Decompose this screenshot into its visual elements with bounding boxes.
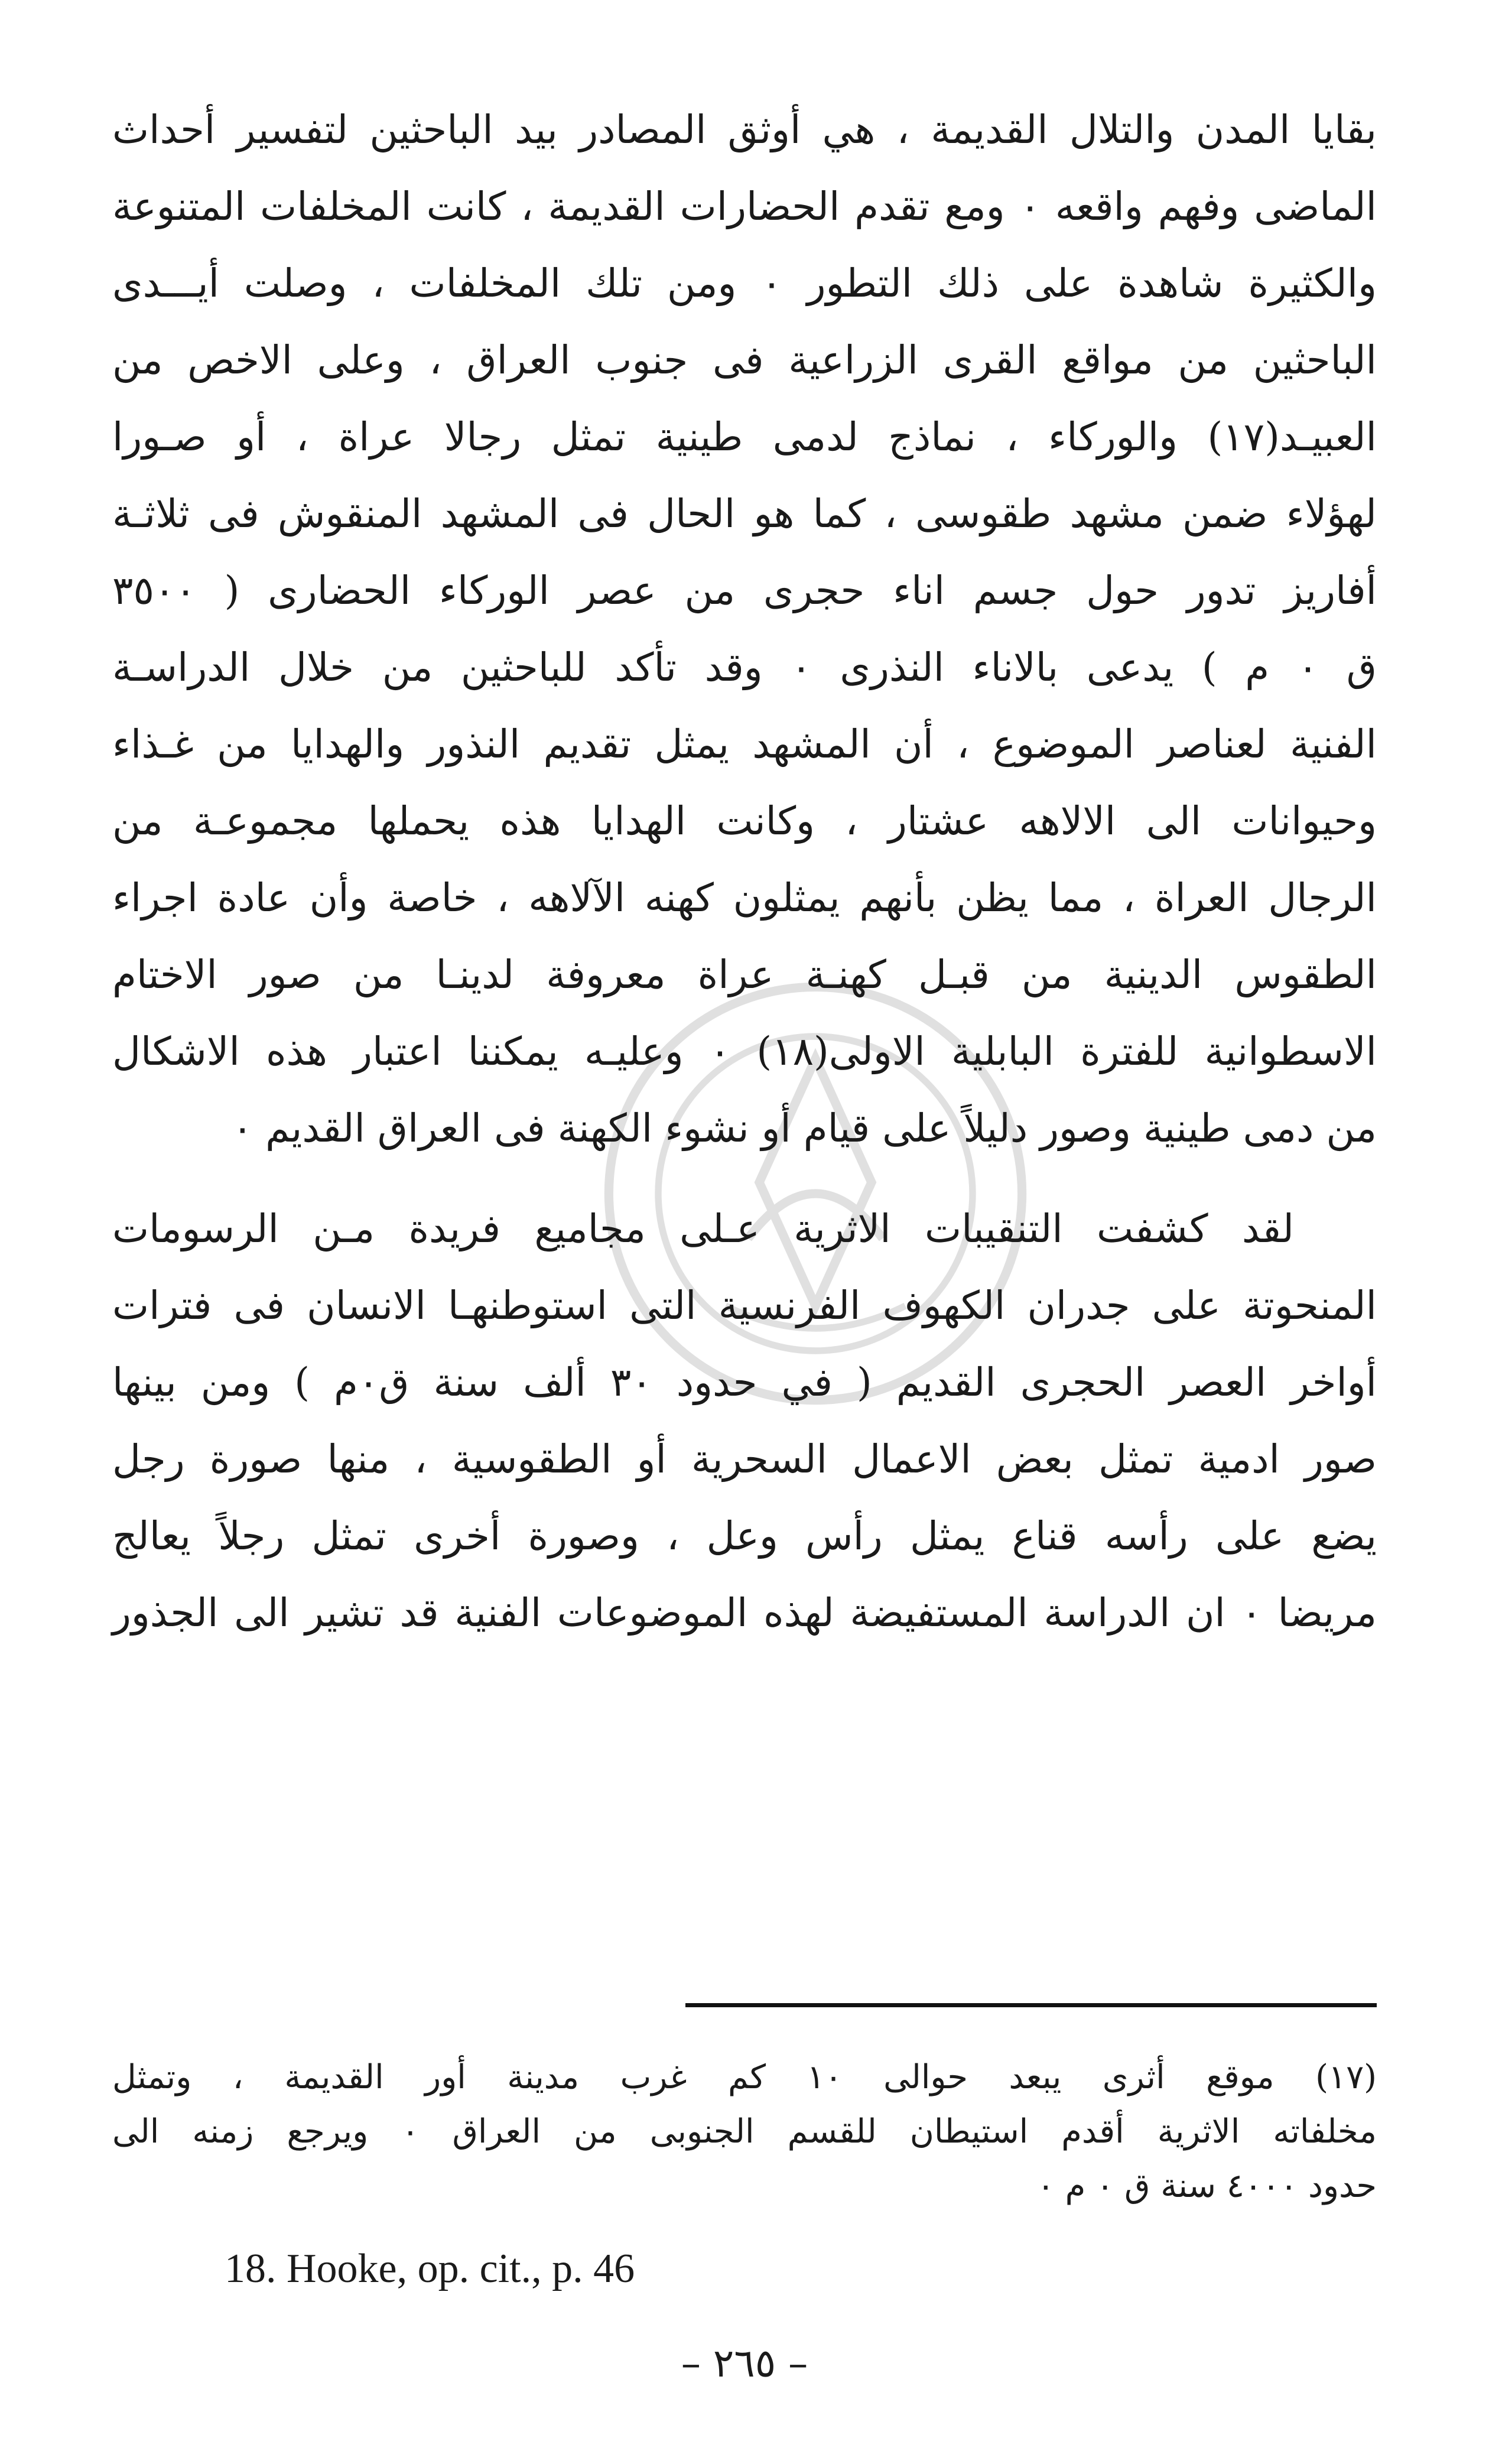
footnote-line: (١٧) موقع أثرى يبعد حوالى ١٠ كم غرب مدينة أور القديمة ، وتمثل [112,2058,1377,2096]
footnote-17 [112,2050,1377,2213]
body-line: الاسطوانية للفترة البابلية الاولى(١٨) ۰ وعليـه يمكننا اعتبار هذه الاشكال [112,1029,1377,1074]
body-line: من دمى طينية وصور دليلاً على قيام أو نشوء الكهنة فى العراق القديم ۰ [232,1106,1377,1151]
body-line: والكثيرة شاهدة على ذلك التطور ۰ ومن تلك المخلفات ، وصلت أيـــدى [112,261,1377,306]
footnote-line: مخلفاته الاثرية أقدم استيطان للقسم الجنوبى من العراق ۰ ويرجع زمنه الى [112,2112,1377,2151]
body-line: وحيوانات الى الالاهه عشتار ، وكانت الهدايا هذه يحملها مجموعـة من [112,798,1377,844]
body-line: أواخر العصر الحجرى القديم ( في حدود ٣٠ ألف سنة ق۰م ) ومن بينها [112,1360,1377,1405]
footnote-line: حدود ٤٠٠٠ سنة ق ۰ م ۰ [1036,2167,1377,2205]
body-line: المنحوتة على جدران الكهوف الفرنسية التى استوطنهـا الانسان فى فترات [112,1283,1377,1328]
footnote-18: 18. Hooke, op. cit., p. 46 [225,2246,635,2291]
body-line: الفنية لعناصر الموضوع ، أن المشهد يمثل تقديم النذور والهدايا من غـذاء [112,721,1377,767]
body-line: الرجال العراة ، مما يظن بأنهم يمثلون كهنه الآلاهه ، خاصة وأن عادة اجراء [112,875,1377,921]
body-line: لقد كشفت التنقيبات الاثرية عـلى مجاميع فريدة مـن الرسومات [112,1206,1294,1251]
body-line: الباحثين من مواقع القرى الزراعية فى جنوب العراق ، وعلى الاخص من [112,337,1377,383]
body-line: ق ۰ م ) يدعى بالاناء النذرى ۰ وقد تأكد للباحثين من خلال الدراسـة [112,645,1377,690]
body-line: يضع على رأسه قناع يمثل رأس وعل ، وصورة أخرى تمثل رجلاً يعالج [112,1513,1377,1559]
footnote-divider [685,2003,1377,2007]
body-line: العبيـد(١٧) والوركاء ، نماذج لدمى طينية تمثل رجالا عراة ، أو صـورا [112,414,1377,460]
body-line: بقايا المدن والتلال القديمة ، هي أوثق المصادر بيد الباحثين لتفسير أحداث [112,107,1377,152]
body-line: الماضى وفهم واقعه ۰ ومع تقدم الحضارات القديمة ، كانت المخلفات المتنوعة [112,184,1377,229]
page-number: – ٢٦٥ – [681,2341,808,2386]
body-text [112,92,1377,1652]
body-line: صور ادمية تمثل بعض الاعمال السحرية أو الطقوسية ، منها صورة رجل [112,1436,1377,1482]
body-line: أفاريز تدور حول جسم اناء حجرى من عصر الوركاء الحضارى ( ٣٥٠٠ [112,568,1377,613]
body-line: لهؤلاء ضمن مشهد طقوسى ، كما هو الحال فى المشهد المنقوش فى ثلاثـة [112,491,1377,537]
body-line: الطقوس الدينية من قبـل كهنـة عراة معروفة لدينـا من صور الاختام [112,952,1377,997]
body-line: مريضا ۰ ان الدراسة المستفيضة لهذه الموضوعات الفنية قد تشير الى الجذور [112,1590,1377,1636]
